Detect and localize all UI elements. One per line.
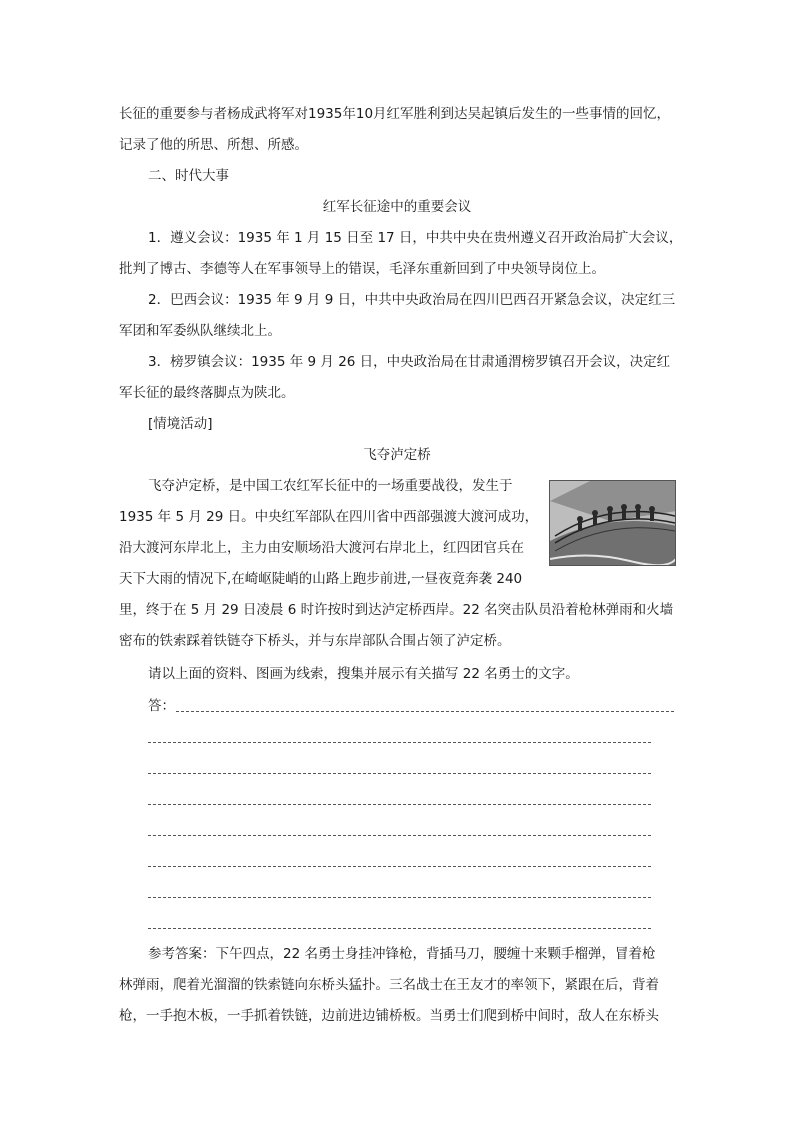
answer-line-3[interactable] <box>148 773 651 774</box>
reference-answer-line-1: 参考答案：下午四点，22 名勇士身挂冲锋枪，背插马刀，腰缠十来颗手榴弹，冒着枪 <box>148 946 656 962</box>
intro-line-1: 长征的重要参与者杨成武将军对1935年10月红军胜利到达吴起镇后发生的一些事情的回忆， <box>119 106 671 122</box>
story-line-6: 密布的铁索踩着铁链夺下桥头，并与东岸部队合围占领了泸定桥。 <box>119 633 511 649</box>
meeting-1-line-2: 批判了博古、李德等人在军事领导上的错误，毛泽东重新回到了中央领导岗位上。 <box>119 261 605 277</box>
answer-label: 答： <box>148 698 175 714</box>
answer-line-2[interactable] <box>148 742 651 743</box>
activity-label: [情境活动] <box>148 416 213 432</box>
reference-answer-line-3: 枪，一手抱木板，一手抓着铁链，边前进边铺桥板。当勇士们爬到桥中间时，敌人在东桥头 <box>119 1008 659 1024</box>
intro-line-2: 记录了他的所思、所想、所感。 <box>119 137 308 153</box>
answer-line-1[interactable] <box>176 711 674 712</box>
story-title: 飞夺泸定桥 <box>363 447 431 463</box>
meeting-2-line-1: 2．巴西会议：1935 年 9 月 9 日，中共中央政治局在四川巴西召开紧急会议，决定红三 <box>148 292 676 308</box>
story-line-1: 飞夺泸定桥，是中国工农红军长征中的一场重要战役，发生于 <box>148 478 513 494</box>
meeting-1-line-1: 1．遵义会议：1935 年 1 月 15 日至 17 日，中共中央在贵州遵义召开政治局扩大会议， <box>148 230 683 246</box>
answer-line-7[interactable] <box>148 897 651 898</box>
story-line-4: 天下大雨的情况下,在崎岖陡峭的山路上跑步前进,一昼夜竟奔袭 240 <box>119 571 523 587</box>
meeting-3-line-2: 军长征的最终落脚点为陕北。 <box>119 385 295 401</box>
story-line-3: 沿大渡河东岸北上，主力由安顺场沿大渡河右岸北上，红四团官兵在 <box>119 540 524 556</box>
luding-bridge-photo <box>549 480 676 566</box>
meeting-title: 红军长征途中的重要会议 <box>322 199 472 215</box>
answer-line-8[interactable] <box>148 928 651 929</box>
meeting-2-line-2: 军团和军委纵队继续北上。 <box>119 323 281 339</box>
meeting-3-line-1: 3．榜罗镇会议：1935 年 9 月 26 日，中央政治局在甘肃通渭榜罗镇召开会议，决定红 <box>148 354 671 370</box>
question-text: 请以上面的资料、图画为线索，搜集并展示有关描写 22 名勇士的文字。 <box>148 666 579 682</box>
answer-line-5[interactable] <box>148 835 651 836</box>
answer-line-4[interactable] <box>148 804 651 805</box>
story-line-2: 1935 年 5 月 29 日。中央红军部队在四川省中西部强渡大渡河成功， <box>119 509 539 525</box>
section-heading: 二、时代大事 <box>148 168 229 184</box>
reference-answer-line-2: 林弹雨，爬着光溜溜的铁索链向东桥头猛扑。三名战士在王友才的率领下，紧跟在后，背着 <box>119 977 659 993</box>
story-line-5: 里，终于在 5 月 29 日凌晨 6 时许按时到达泸定桥西岸。22 名突击队员沿着枪林弹雨和火墙 <box>119 602 674 618</box>
answer-line-6[interactable] <box>148 866 651 867</box>
